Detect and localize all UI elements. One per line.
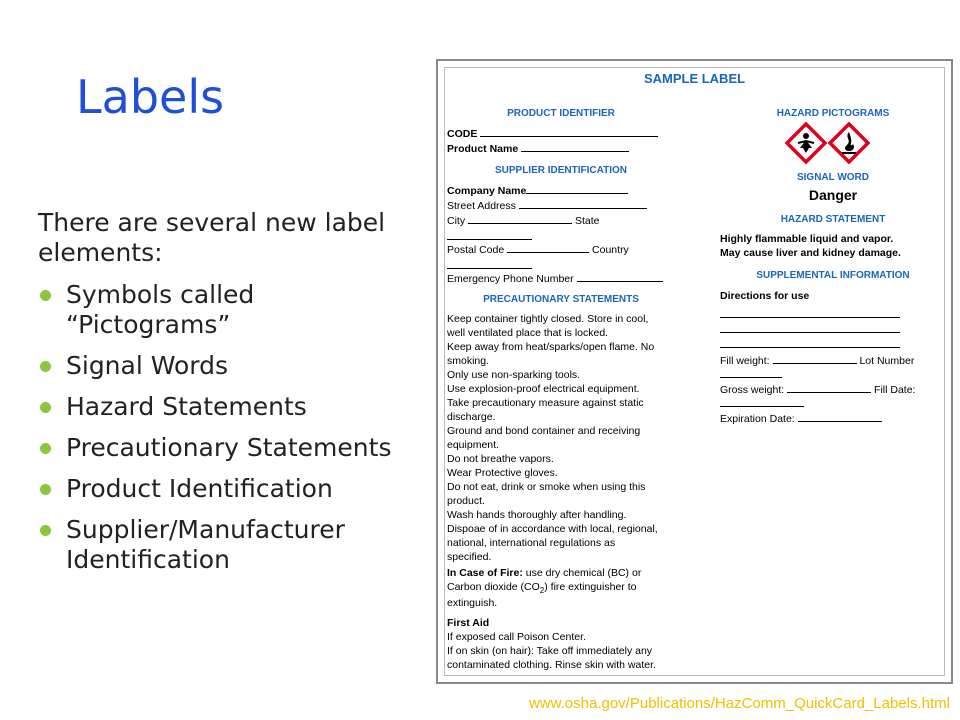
precaution-line: Wear Protective gloves. (447, 467, 558, 479)
precaution-line: specified. (447, 551, 492, 563)
street-address-line: Street Address (447, 199, 647, 212)
source-link[interactable]: www.osha.gov/Publications/HazComm_QuickCard_Labels.html (528, 695, 950, 712)
fill-weight-line: Fill weight: Lot Number (720, 355, 915, 367)
fire-line: Carbon dioxide $(CO_2)$ fire extinguisher to (447, 581, 637, 596)
health-hazard-pictogram-icon (785, 122, 827, 164)
product-name-line: Product Name (447, 142, 629, 155)
precaution-line: Keep container tightly closed. Store in cool, (447, 313, 649, 325)
city-state-line: City State (447, 215, 600, 227)
directions-heading: Directions for use (720, 290, 810, 302)
first-aid-line: If on skin (on hair): Take off immediately any (447, 645, 653, 657)
bullet-item: Signal Words (38, 351, 418, 381)
bullet-dot-icon (40, 484, 51, 495)
precaution-line: smoking. (447, 355, 490, 367)
precautionary-statements-heading: PRECAUTIONARY STATEMENTS (483, 294, 639, 305)
bullet-item: Precautionary Statements (38, 433, 418, 463)
precaution-line: Do not eat, drink or smoke when using this (447, 481, 646, 493)
precaution-line: Dispoae of in accordance with local, regional, (447, 523, 658, 535)
first-aid-line: If exposed call Poison Center. (447, 631, 586, 643)
fire-line: In Case of Fire: use dry chemical (BC) or (447, 567, 642, 579)
emergency-phone-line: Emergency Phone Number (447, 272, 663, 285)
precaution-line: Keep away from heat/sparks/open flame. No (447, 341, 655, 353)
product-identifier-heading: PRODUCT IDENTIFIER (507, 108, 615, 119)
precaution-line: Do not breathe vapors. (447, 453, 554, 465)
precaution-line: equipment. (447, 439, 499, 451)
sample-label-title: SAMPLE LABEL (643, 71, 746, 86)
bullet-item: Symbols called “Pictograms” (38, 280, 418, 340)
bullet-dot-icon (40, 525, 51, 536)
precaution-line: product. (447, 495, 485, 507)
bullet-list (38, 280, 418, 575)
precaution-line: Use explosion-proof electrical equipment. (447, 383, 640, 395)
precaution-line: Take precautionary measure against static (447, 397, 644, 409)
supplier-identification-heading: SUPPLIER IDENTIFICATION (494, 165, 628, 176)
bullet-dot-icon (40, 443, 51, 454)
bullet-dot-icon (40, 290, 51, 301)
company-name-line: Company Name (447, 184, 628, 197)
slide-title: Labels (76, 70, 225, 124)
precaution-line: Ground and bond container and receiving (447, 425, 641, 437)
flame-pictogram-icon (828, 122, 870, 164)
body-text (38, 208, 418, 586)
precaution-line: discharge. (447, 411, 496, 423)
hazard-line: May cause liver and kidney damage. (720, 247, 901, 259)
precaution-line: Wash hands thoroughly after handling. (447, 509, 627, 521)
precaution-line: well ventilated place that is locked. (447, 327, 609, 339)
code-line: CODE (447, 127, 658, 140)
postal-country-line: Postal Code Country (447, 244, 629, 256)
first-aid-line: contaminated clothing. Rinse skin with water. (447, 659, 656, 671)
hazard-pictograms-heading: HAZARD PICTOGRAMS (776, 108, 890, 119)
fire-line: extinguish. (447, 597, 498, 609)
bullet-dot-icon (40, 402, 51, 413)
signal-word: Danger (808, 187, 858, 203)
gross-weight-line: Gross weight: Fill Date: (720, 384, 916, 396)
hazard-line: Highly flammable liquid and vapor. (720, 233, 894, 245)
bullet-item: Supplier/Manufacturer Identification (38, 515, 418, 575)
bullet-item: Hazard Statements (38, 392, 418, 422)
bullet-dot-icon (40, 361, 51, 372)
intro-text: There are several new label elements: (38, 208, 386, 267)
precaution-line: Only use non-sparking tools. (447, 369, 581, 381)
first-aid-heading: First Aid (447, 617, 490, 629)
hazard-statement-heading: HAZARD STATEMENT (780, 214, 886, 225)
bullet-item: Product Identification (38, 474, 418, 504)
signal-word-heading: SIGNAL WORD (796, 172, 870, 183)
supplemental-information-heading: SUPPLEMENTAL INFORMATION (756, 270, 910, 281)
sample-label-image (436, 59, 953, 684)
precaution-line: national, international regulations as (447, 537, 616, 549)
expiration-date-line: Expiration Date: (720, 412, 882, 425)
